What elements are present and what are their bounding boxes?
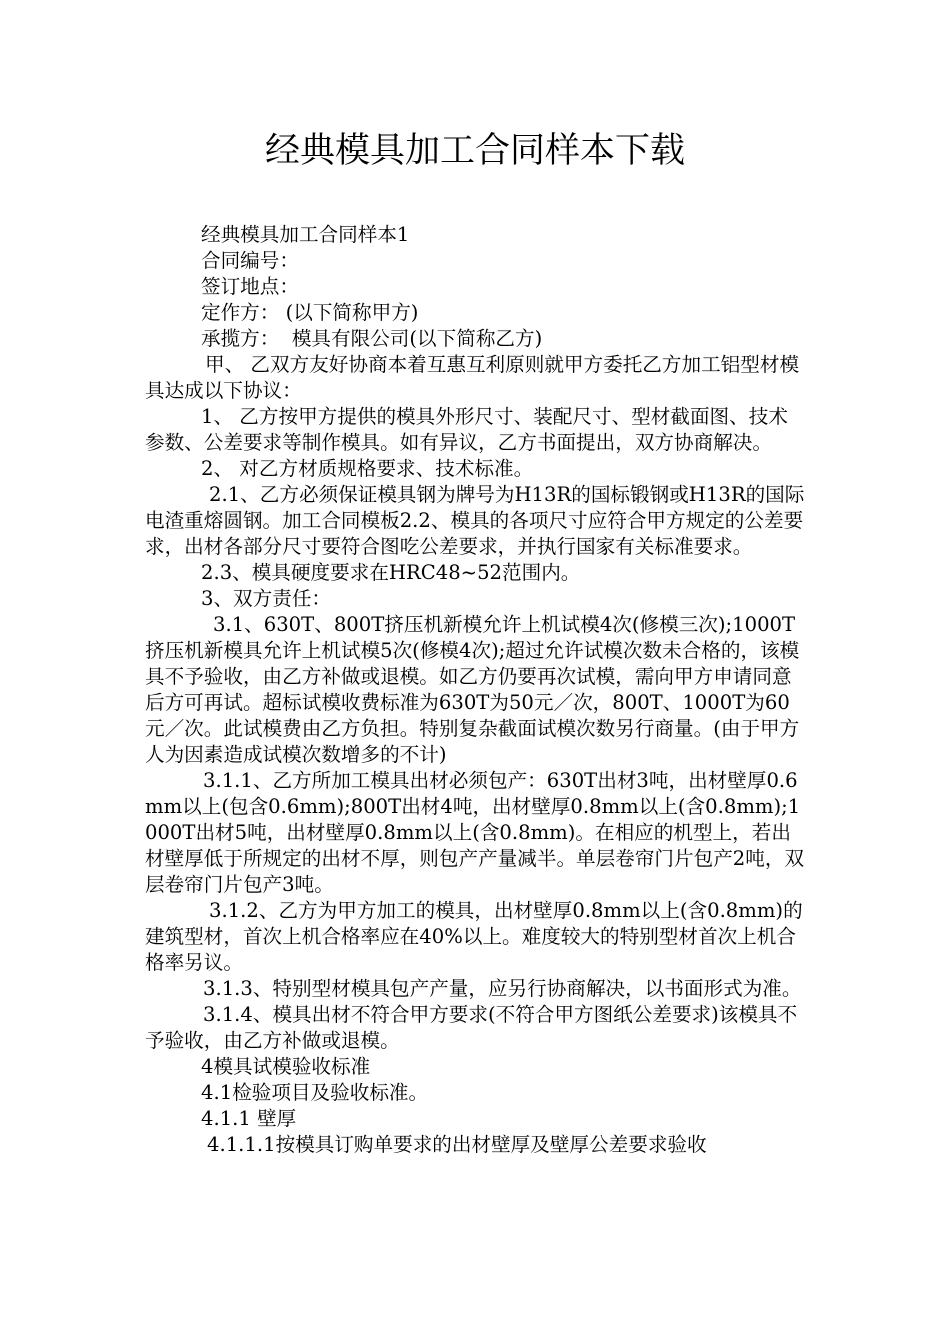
paragraph-clause-4: 4模具试模验收标准 — [201, 1055, 371, 1078]
paragraph-clause-4-1-1: 4.1.1 壁厚 — [201, 1107, 297, 1130]
paragraph-clause-3-1-2: 3.1.2、乙方为甲方加工的模具，出材壁厚0.8mm以上(含0.8mm)的建筑型材，首次上机合格率应在40%以上。难度较大的特别型材首次上机合格率另议。 — [145, 899, 803, 974]
paragraph-clause-3-1-4: 3.1.4、模具出材不符合甲方要求(不符合甲方图纸公差要求)该模具不予验收，由乙方补做或退模。 — [145, 1003, 798, 1052]
paragraph-clause-2-1: 2.1、乙方必须保证模具钢为牌号为H13R的国标锻钢或H13R的国际电渣重熔圆钢。加工合同模板2.2、模具的各项尺寸应符合甲方规定的公差要求，出材各部分尺寸要符合图吃公差要求，并执行国家有关标准要求。 — [145, 483, 805, 558]
paragraph-clause-4-1: 4.1检验项目及验收标准。 — [201, 1081, 429, 1104]
paragraph-party-a: 定作方： (以下简称甲方) — [201, 301, 419, 324]
paragraph-clause-2-3: 2.3、模具硬度要求在HRC48~52范围内。 — [201, 561, 581, 584]
paragraph-preamble: 甲、 乙双方友好协商本着互惠互利原则就甲方委托乙方加工铝型材模具达成以下协议： — [145, 353, 800, 402]
paragraph-clause-2: 2、 对乙方材质规格要求、技术标准。 — [201, 457, 534, 480]
paragraph-party-b: 承揽方： 模具有限公司(以下简称乙方) — [201, 327, 543, 350]
document-body — [145, 222, 805, 1158]
paragraph-clause-3: 3、双方责任： — [201, 587, 332, 610]
paragraph-sample-heading: 经典模具加工合同样本1 — [201, 223, 410, 246]
paragraph-signing-place: 签订地点： — [201, 275, 299, 298]
paragraph-clause-4-1-1-1: 4.1.1.1按模具订购单要求的出材壁厚及壁厚公差要求验收 — [207, 1133, 707, 1156]
paragraph-clause-3-1-3: 3.1.3、特别型材模具包产产量，应另行协商解决，以书面形式为准。 — [203, 977, 802, 1000]
paragraph-contract-number: 合同编号： — [201, 249, 299, 272]
document-title: 经典模具加工合同样本下载 — [264, 131, 685, 171]
paragraph-clause-1: 1、 乙方按甲方提供的模具外形尺寸、装配尺寸、型材截面图、技术参数、公差要求等制作模具。如有异议，乙方书面提出，双方协商解决。 — [145, 405, 788, 454]
paragraph-clause-3-1: 3.1、630T、800T挤压机新模允许上机试模4次(修模三次);1000T挤压机新模具允许上机试模5次(修模4次);超过允许试模次数未合格的，该模具不予验收，由乙方补做或退模。如乙方仍要再次试模，需向甲方申请同意后方可再试。超标试模收费标准为630T为50元／次，800T、1000T为60元／次。此试模费由乙方负担。特别复杂截面试模次数另行商量。(由于甲方人为因素造成试模次数增多的不计) — [145, 613, 800, 766]
paragraph-clause-3-1-1: 3.1.1、乙方所加工模具出材必须包产：630T出材3吨，出材壁厚0.6mm以上(包含0.6mm);800T出材4吨，出材壁厚0.8mm以上(含0.8mm);1000T出材5吨，出材壁厚0.8mm以上(含0.8mm)。在相应的机型上，若出材壁厚低于所规定的出材不厚，则包产产量减半。单层卷帘门片包产2吨，双层卷帘门片包产3吨。 — [145, 769, 805, 896]
